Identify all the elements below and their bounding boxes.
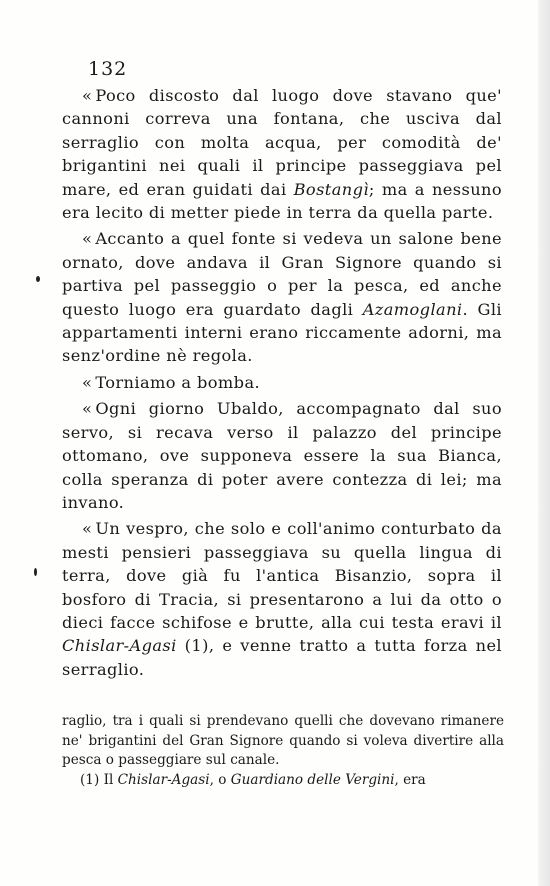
text-run: , o [209,771,231,788]
footnotes [62,712,504,790]
text-run: , era [394,771,426,788]
text-run: Un vespro, che solo e coll'animo conturbato da mesti pensieri passeggiava su quella lingua di terra, dove già fu l'antica Bisanzio, sopra il bosforo di Tracia, si presentarono a lui da otto o dieci facce schifose e brutte, alla cui testa eravi il [62,519,502,632]
quote-mark: « [82,86,93,105]
paragraph [62,84,502,224]
text-run: ; ma a nessuno era lecito di metter piede in terra da quella parte. [62,179,502,223]
quote-mark: « [82,399,93,419]
italic-term: Chislar-Agasi [117,771,210,788]
ink-speck [34,568,37,576]
text-run: Il [99,771,118,788]
footnote-1 [62,771,504,791]
paragraph [62,371,502,394]
italic-term: Bostangì [293,179,369,199]
paragraph [62,517,502,681]
page-edge [538,0,550,886]
paragraph [62,227,502,367]
page-number: 132 [88,58,128,80]
main-text [62,84,502,684]
italic-term: Guardiano delle Vergini [230,771,395,788]
text-run: (1), e venne tratto a tutta forza nel serraglio. [62,636,502,679]
ink-speck [36,276,40,282]
text-run: Torniamo a bomba. [95,372,261,392]
footnote-marker: (1) [80,771,100,788]
text-run: Accanto a quel fonte si vedeva un salone bene ornato, dove andava il Gran Signore quando si partiva pel passeggio o per la pesca, ed anche questo luogo era guardato dagli [62,229,502,319]
italic-term: Azamoglani [362,299,463,319]
text-run: . Gli appartamenti interni erano riccamente adorni, ma senz'ordine nè regola. [62,299,502,366]
text-run: Ogni giorno Ubaldo, accompagnato dal suo servo, si recava verso il palazzo del principe ottomano, ove supponeva essere la sua Bianca, colla speranza di poter avere contezza di lei; ma invano. [62,399,502,512]
quote-mark: « [82,229,93,249]
footnote-continuation: raglio, tra i quali si prendevano quelli che dovevano rimanere ne' brigantini del Gran Signore quando si voleva divertire alla pesca o passeggiare sul canale. [62,713,504,768]
paragraph [62,397,502,514]
quote-mark: « [82,372,93,392]
italic-term: Chislar-Agasi [62,636,177,656]
text-run: Poco discosto dal luogo dove stavano que' cannoni correva una fontana, che usciva dal serraglio con molta acqua, per comodità de' brigantini nei quali il principe passeggiava pel mare, ed eran guidati dai [62,86,502,199]
quote-mark: « [82,519,93,539]
